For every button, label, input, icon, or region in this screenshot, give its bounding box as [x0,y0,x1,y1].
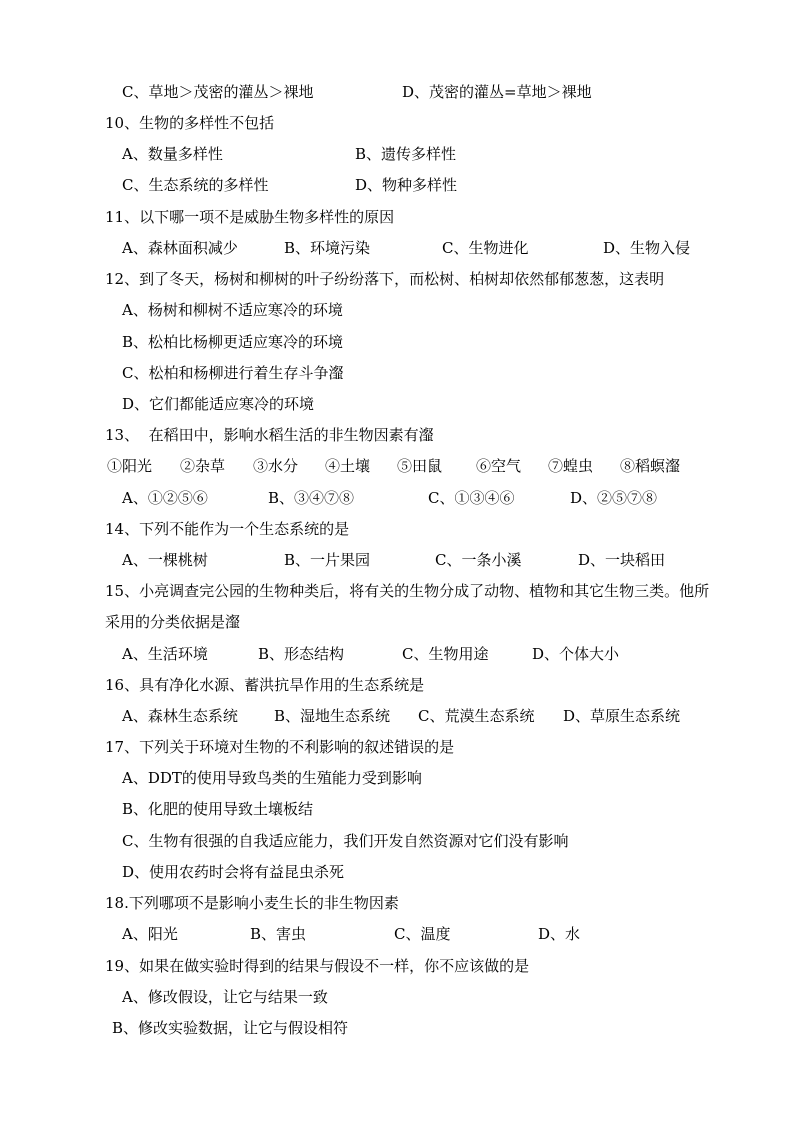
q16-stem: 16、具有净化水源、蓄洪抗旱作用的生态系统是 [105,676,425,694]
q13-stem: 13、 在稻田中，影响水稻生活的非生物因素有瀣 [105,426,434,444]
q17-option-a: A、DDT的使用导致鸟类的生殖能力受到影响 [122,769,422,787]
q13-item: ④土壤 [325,457,371,475]
q11-option-d: D、生物入侵 [603,239,691,257]
q15-option-c: C、生物用途 [402,645,489,663]
q16-option-b: B、湿地生态系统 [274,707,391,725]
q11-stem: 11、以下哪一项不是威胁生物多样性的原因 [105,208,395,226]
q19-option-b: B、修改实验数据，让它与假设相符 [112,1019,349,1037]
q18-option-c: C、温度 [394,925,451,943]
q13-item: ⑧稻螟瀣 [620,457,681,475]
q15-option-b: B、形态结构 [258,645,345,663]
q14-option-b: B、一片果园 [284,551,371,569]
q18-option-b: B、害虫 [250,925,307,943]
q11-option-a: A、森林面积减少 [122,239,238,257]
q19-stem: 19、如果在做实验时得到的结果与假设不一样，你不应该做的是 [105,957,530,975]
q14-stem: 14、下列不能作为一个生态系统的是 [105,520,350,538]
q13-item: ⑤田鼠 [397,457,443,475]
q12-stem: 12、到了冬天，杨树和柳树的叶子纷纷落下，而松树、柏树却依然郁郁葱葱，这表明 [105,270,665,288]
q13-option-b: B、③④⑦⑧ [268,489,355,507]
q17-option-c: C、生物有很强的自我适应能力，我们开发自然资源对它们没有影响 [122,832,569,850]
q17-option-d: D、使用农药时会将有益昆虫杀死 [122,863,345,881]
q13-item: ①阳光 [107,457,153,475]
q13-item: ⑦蝗虫 [548,457,594,475]
q16-option-c: C、荒漠生态系统 [418,707,535,725]
q17-stem: 17、下列关于环境对生物的不利影响的叙述错误的是 [105,738,455,756]
q13-item: ⑥空气 [476,457,522,475]
q11-option-b: B、环境污染 [284,239,371,257]
q14-option-c: C、一条小溪 [435,551,522,569]
q10-option-c: C、生态系统的多样性 [122,176,269,194]
q12-option-c: C、松柏和杨柳进行着生存斗争瀣 [122,364,344,382]
q13-item: ②杂草 [180,457,226,475]
q13-option-d: D、②⑤⑦⑧ [570,489,658,507]
q10-option-d: D、物种多样性 [355,176,458,194]
q16-option-a: A、森林生态系统 [122,707,238,725]
q13-item: ③水分 [253,457,299,475]
q18-stem: 18.下列哪项不是影响小麦生长的非生物因素 [105,894,399,912]
q13-option-c: C、①③④⑥ [428,489,515,507]
q15-option-d: D、个体大小 [532,645,620,663]
q18-option-d: D、水 [538,925,581,943]
q15-stem-line2: 采用的分类依据是瀣 [105,613,241,631]
q13-option-a: A、①②⑤⑥ [122,489,208,507]
q15-stem-line1: 15、小亮调查完公园的生物种类后，将有关的生物分成了动物、植物和其它生物三类。他所 [105,582,710,600]
q10-option-b: B、遗传多样性 [355,145,457,163]
q15-option-a: A、生活环境 [122,645,208,663]
q12-option-a: A、杨树和柳树不适应寒冷的环境 [122,301,343,319]
q10-stem: 10、生物的多样性不包括 [105,114,275,132]
q9-option-c: C、草地＞茂密的灌丛＞裸地 [122,83,314,101]
q16-option-d: D、草原生态系统 [563,707,681,725]
q12-option-b: B、松柏比杨柳更适应寒冷的环境 [122,333,344,351]
q14-option-d: D、一块稻田 [578,551,666,569]
q14-option-a: A、一棵桃树 [122,551,208,569]
q17-option-b: B、化肥的使用导致土壤板结 [122,800,314,818]
q11-option-c: C、生物进化 [442,239,529,257]
q10-option-a: A、数量多样性 [122,145,223,163]
q9-option-d: D、茂密的灌丛=草地＞裸地 [402,83,592,101]
q19-option-a: A、修改假设，让它与结果一致 [122,988,328,1006]
q18-option-a: A、阳光 [122,925,178,943]
q12-option-d: D、它们都能适应寒冷的环境 [122,395,315,413]
